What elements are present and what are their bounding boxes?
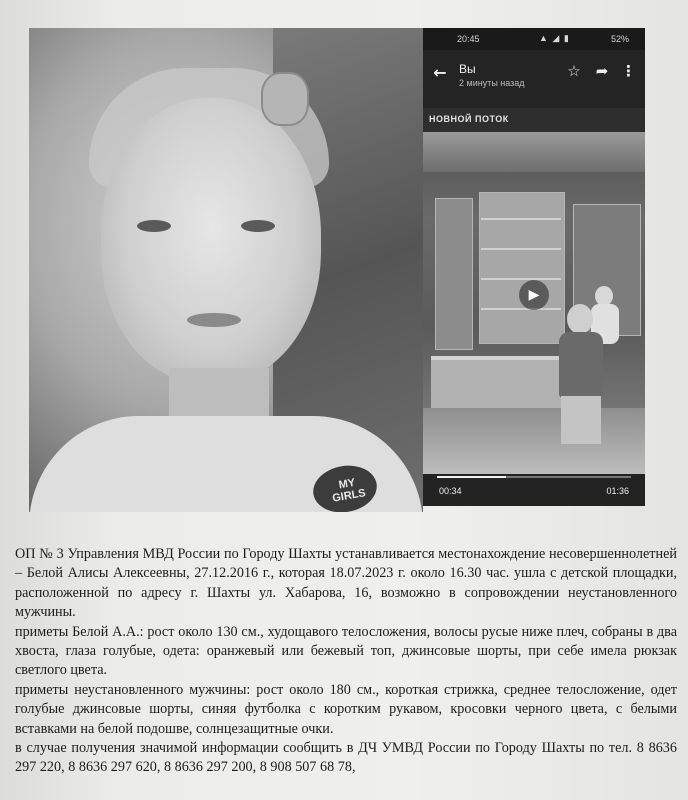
status-battery: 52% [610,34,629,44]
phone-video-screenshot [423,28,645,506]
notice-paragraph-man-description: приметы неустановленного мужчины: рост около 180 см., короткая стрижка, среднее телосложение, одет голубые джинсовые шорты, синяя футболка с коротким рукавом, кросовки черного цвета, с белыми вставками на белой подошве, солнцезащитные очки. [15,681,677,737]
fridge-shelf-line [481,278,561,280]
more-vertical-icon[interactable]: ⋮ [621,62,636,80]
right-eye [241,220,275,232]
fridge-shelf-line [481,248,561,250]
notice-paragraph-main: ОП № 3 Управления МВД России по Городу Шахты устанавливается местонахождение несовершеннолетней – Белой Алисы Алексеевны, 27.12.2016 г., которая 18.07.2023 г. около 16.30 час. ушла с детской площадки, расположенной по адресу г. Шахты ул. Хабарова, 16, возможно в сопровождении неустановленного мужчины. [15,546,677,621]
shelf [435,198,473,350]
child-figure-head [595,286,613,306]
notice-text [15,545,677,778]
left-eye [137,220,171,232]
man-figure-head [567,304,593,334]
mouth [187,313,241,327]
store-counter [431,356,561,410]
store-sign [423,108,645,132]
child-photo [29,28,423,512]
child-face [101,98,321,383]
video-current-time: 00:34 [439,486,462,496]
star-icon[interactable]: ☆ [567,62,581,80]
video-progress-fill [437,476,506,478]
fridge-shelf-line [481,218,561,220]
fridge-shelf-line [481,308,561,310]
status-icons: ▲ ◢ ▮ [539,33,570,43]
store-floor [423,408,645,474]
ceiling [423,132,645,172]
status-bar [423,28,645,50]
notice-paragraph-child-description: приметы Белой А.А.: рост около 130 см., худощавого телосложения, волосы русые ниже плеч, собраны в два хвоста, глаза голубые, одета: оранжевый или бежевый топ, джинсовые шорты, при себе имела рюкзак светлого цвета. [15,623,677,679]
back-arrow-icon[interactable]: ← [433,63,447,82]
sent-time: 2 минуты назад [459,78,525,88]
display-fridge [479,192,565,344]
cctv-video-frame[interactable] [423,108,645,474]
play-icon[interactable]: ▶ [519,280,549,310]
notice-paragraph-contacts: в случае получения значимой информации сообщить в ДЧ УМВД России по Городу Шахты по тел. 8 8636 297 220, 8 8636 297 620, 8 8636 297 200, 8 908 507 68 78, [15,740,677,776]
share-icon[interactable]: ➦ [595,62,609,80]
status-time: 20:45 [457,34,480,44]
shirt-print-text: MY GIRLS [331,476,367,505]
video-total-time: 01:36 [606,486,629,496]
message-app-bar [423,50,645,108]
hair-clip [261,72,309,126]
video-controls [423,474,645,506]
sender-name: Вы [459,62,476,76]
video-progress-bar[interactable] [437,476,631,478]
man-figure-legs [561,396,601,444]
man-figure-body [559,332,603,398]
store-sign-text: НОВНОЙ ПОТОК [429,114,509,124]
